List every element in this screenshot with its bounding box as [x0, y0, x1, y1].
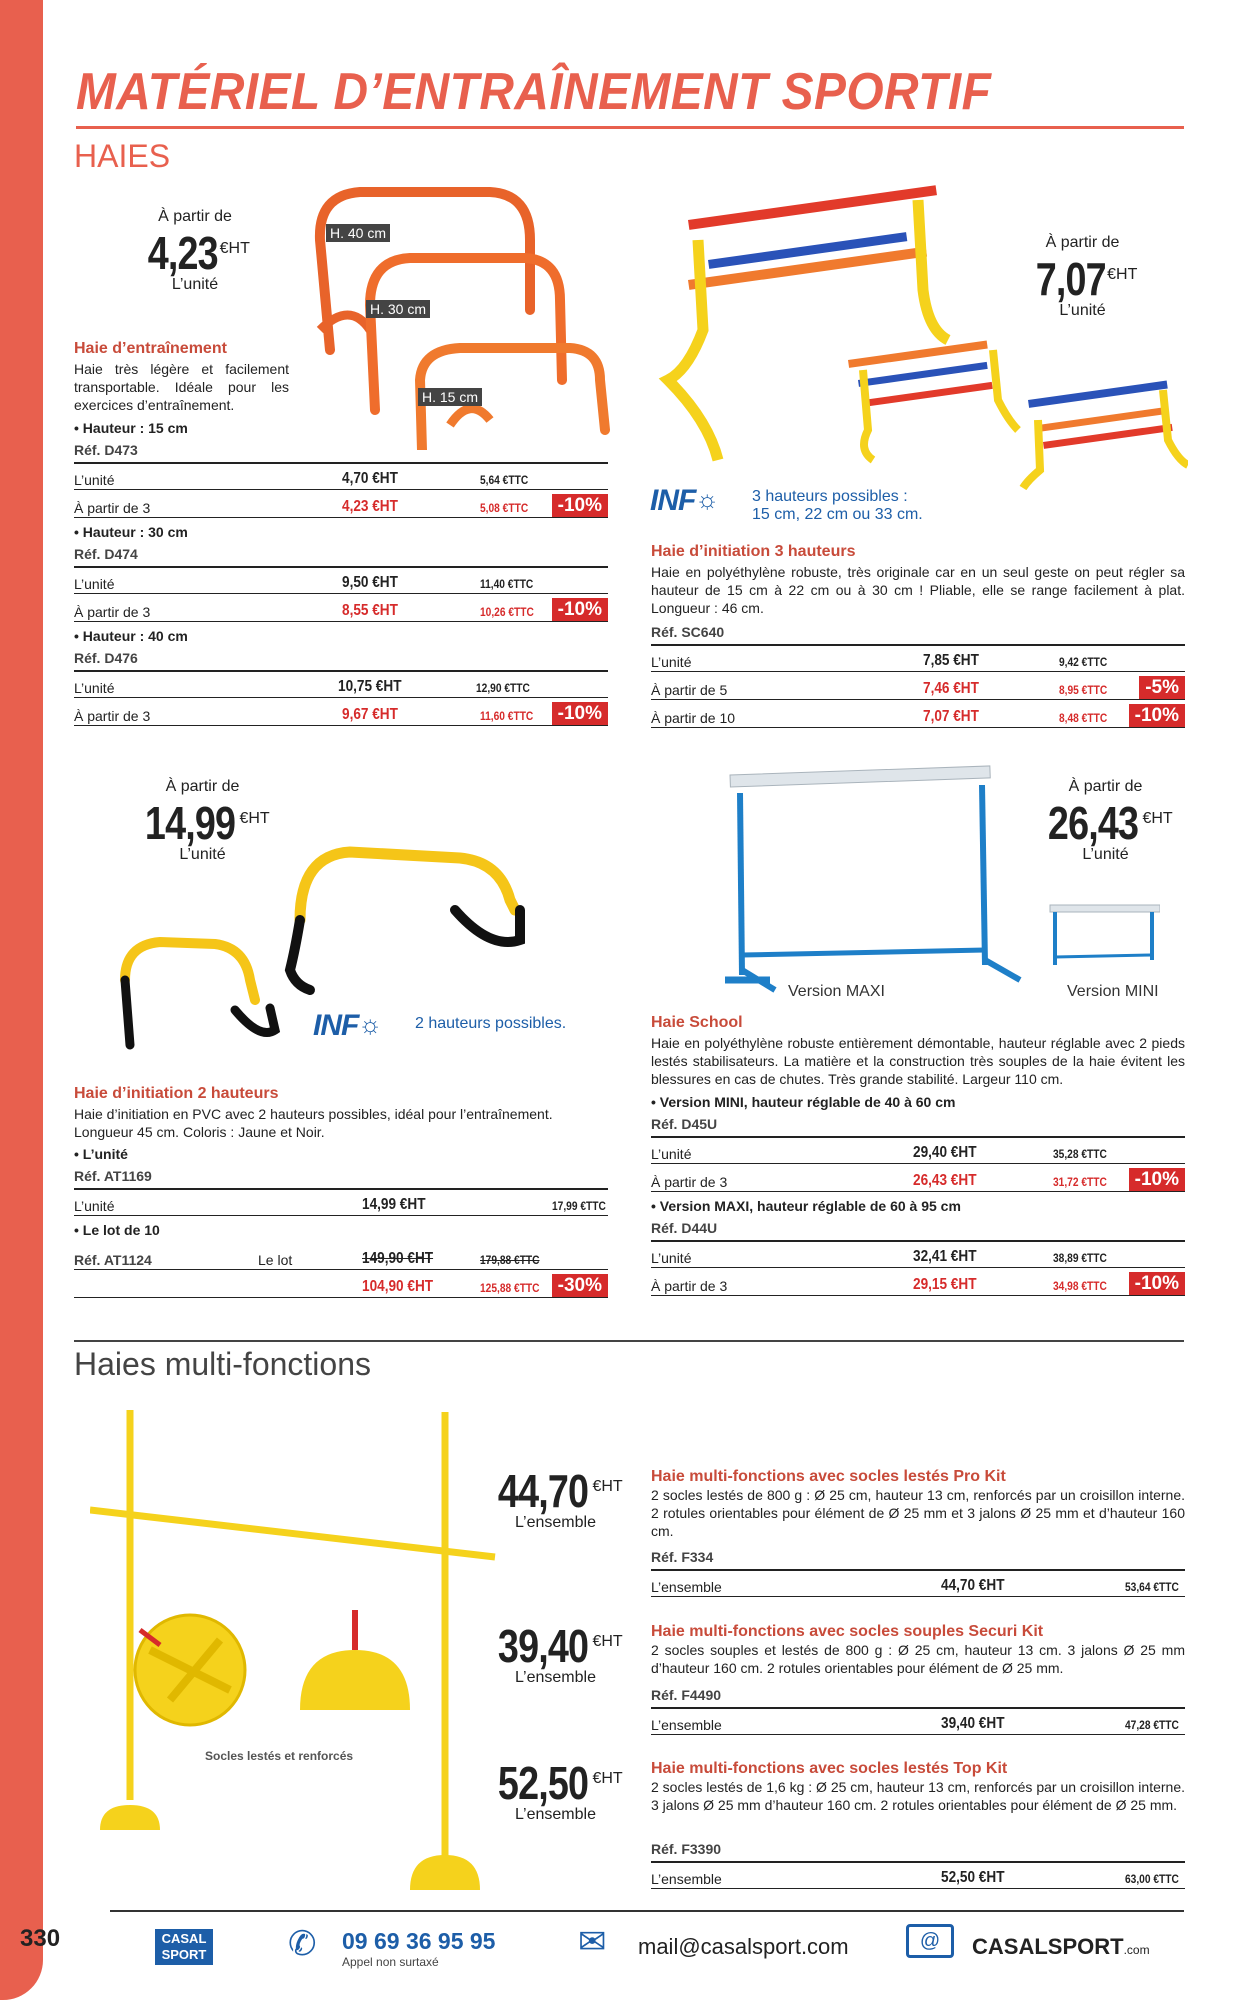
row-label: L’unité [651, 654, 692, 670]
price-ttc: 63,00 €TTC [1125, 1872, 1179, 1886]
price-ttc: 53,64 €TTC [1125, 1580, 1179, 1594]
price-row [651, 1709, 1185, 1735]
page-title: MATÉRIEL D’ENTRAÎNEMENT SPORTIF [76, 63, 992, 121]
row-label: L’unité [74, 680, 115, 696]
row-label: À partir de 10 [651, 710, 736, 726]
price-currency: €HT [592, 1770, 623, 1787]
price-from: À partir de [158, 208, 232, 225]
price-ttc: 10,26 €TTC [480, 605, 534, 619]
mail-icon: ✉ [578, 1923, 607, 1961]
variant-bullet: • Version MAXI, hauteur réglable de 60 à 95 cm [651, 1198, 961, 1214]
price-row [74, 700, 608, 726]
height-label: H. 40 cm [326, 224, 390, 242]
p4-product-title: Haie School [651, 1014, 743, 1031]
product-description: 2 socles souples et lestés de 800 g : Ø 25 cm, hauteur 13 cm. 3 jalons Ø 25 mm d’hauteur 160 cm. 2 rotules orientables pour élément de Ø 25 mm. [651, 1642, 1185, 1676]
phone-number[interactable]: 09 69 36 95 95 [342, 1928, 496, 1954]
product-description: 2 socles lestés de 1,6 kg : Ø 25 cm, hauteur 13 cm, renforcés par un croisillon interne. 3 jalons Ø 25 mm d’hauteur 160 cm. 2 rotules orientables pour élément de Ø 25 mm. [651, 1779, 1185, 1813]
ref-code: Réf. AT1124 [74, 1252, 152, 1268]
price-ht-old: 149,90 €HT [362, 1250, 434, 1267]
p1-description: Haie très légère et facilement transportable. Idéale pour les exercices d’entraînement. [74, 361, 289, 413]
info-line: 3 hauteurs possibles : [752, 488, 908, 505]
section-heading-haies: HAIES [74, 138, 171, 174]
website-link[interactable] [972, 1934, 1150, 1960]
caption-version-maxi: Version MAXI [788, 983, 885, 1000]
p4-description: Haie en polyéthylène robuste entièrement démontable, hauteur réglable avec 2 pieds lestés stabilisateurs. La matière et la construction très souples de la haie évitent les blessures en cas de chutes. Très grande stabilité. Largeur 110 cm. [651, 1035, 1185, 1087]
price-ht: 4,23 €HT [342, 498, 398, 515]
row-label: À partir de 3 [74, 604, 151, 620]
row-label: L’ensemble [651, 1717, 722, 1733]
section-heading-multi: Haies multi-fonctions [74, 1346, 371, 1382]
price-unit: L’unité [171, 276, 219, 293]
price-currency: €HT [592, 1478, 623, 1495]
row-label: À partir de 3 [651, 1174, 728, 1190]
variant-bullet: • L’unité [74, 1146, 128, 1162]
price-ttc: 5,64 €TTC [480, 473, 529, 487]
price-row [651, 1571, 1185, 1597]
variant-bullet: • Hauteur : 30 cm [74, 524, 188, 540]
price-ht: 32,41 €HT [913, 1248, 977, 1265]
price-unit: L’unité [1082, 846, 1129, 863]
price-value: 39,40 [498, 1620, 589, 1672]
footer-rule [110, 1910, 1184, 1912]
price-ttc: 12,90 €TTC [476, 681, 530, 695]
info-tag: INF [650, 484, 696, 517]
price-from: À partir de [1045, 234, 1120, 251]
info-tag: INF [313, 1009, 359, 1042]
price-ttc: 17,99 €TTC [552, 1199, 606, 1213]
p2-info-box [650, 484, 719, 518]
price-ttc: 47,28 €TTC [1125, 1718, 1179, 1732]
price-currency: €HT [239, 810, 270, 827]
price-from: À partir de [165, 778, 240, 795]
ref-code: Réf. SC640 [651, 624, 725, 640]
price-value: 44,70 [498, 1465, 589, 1517]
price-value: 52,50 [498, 1757, 589, 1809]
price-ttc: 35,28 €TTC [1053, 1147, 1107, 1161]
price-ht: 26,43 €HT [913, 1172, 977, 1189]
price-unit: L’unité [179, 846, 226, 863]
row-label: L’unité [651, 1250, 692, 1266]
logo-line: CASAL [161, 1931, 207, 1946]
price-row [74, 672, 608, 698]
price-ttc: 8,95 €TTC [1059, 683, 1108, 697]
price-ht: 10,75 €HT [338, 678, 402, 695]
product-description: 2 socles lestés de 800 g : Ø 25 cm, hauteur 13 cm, renforcés par un croisillon interne. 2 rotules orientables pour élément de Ø 25 mm et 3 jalons Ø 25 mm et d’hauteur 160 cm. [651, 1487, 1185, 1539]
price-ttc: 11,40 €TTC [480, 577, 534, 591]
p3-info-text: 2 hauteurs possibles. [415, 1015, 567, 1032]
phone-icon: ✆ [288, 1925, 317, 1963]
info-line: 15 cm, 22 cm ou 33 cm. [752, 506, 923, 523]
price-row [74, 492, 608, 518]
price-currency: €HT [1107, 266, 1138, 283]
logo-line: SPORT [161, 1947, 207, 1962]
p2-price-block [1010, 234, 1155, 320]
price-ht: 4,70 €HT [342, 470, 398, 487]
row-label: L’unité [74, 1198, 115, 1214]
price-row [651, 1863, 1185, 1889]
lot-old-row [74, 1244, 608, 1270]
row-label: Le lot [258, 1252, 293, 1268]
title-rule [76, 126, 1184, 129]
discount-badge: -10% [1129, 704, 1185, 728]
row-label: L’ensemble [651, 1871, 722, 1887]
p2-product-title: Haie d’initiation 3 hauteurs [651, 543, 856, 560]
casal-sport-logo [155, 1929, 213, 1965]
discount-badge: -10% [1129, 1272, 1185, 1296]
discount-badge: -10% [552, 598, 608, 622]
ref-code: Réf. F4490 [651, 1687, 722, 1703]
price-row [74, 596, 608, 622]
website-icon: @ [906, 1924, 954, 1958]
multi-price-block [478, 1464, 633, 1532]
row-label: À partir de 3 [651, 1278, 728, 1294]
email-link[interactable]: mail@casalsport.com [638, 1934, 849, 1959]
ref-code: Réf. F3390 [651, 1841, 722, 1857]
discount-badge: -30% [552, 1274, 608, 1298]
caption-version-mini: Version MINI [1067, 983, 1159, 1000]
p2-info-text [752, 488, 923, 524]
discount-badge: -5% [1139, 676, 1185, 700]
price-unit: L’ensemble [515, 1514, 596, 1531]
discount-badge: -10% [552, 494, 608, 518]
price-row [651, 1166, 1185, 1192]
multi-item [651, 1760, 1185, 1885]
site-name: CASALSPORT [972, 1934, 1124, 1959]
ref-code: Réf. D473 [74, 442, 138, 458]
price-ttc: 38,89 €TTC [1053, 1251, 1107, 1265]
product-title: Haie multi-fonctions avec socles lestés Top Kit [651, 1760, 1008, 1777]
site-suffix: .com [1123, 1943, 1150, 1957]
price-ht: 8,55 €HT [342, 602, 398, 619]
row-label: À partir de 3 [74, 500, 151, 516]
price-ttc: 5,08 €TTC [480, 501, 529, 515]
variant-bullet: • Hauteur : 15 cm [74, 420, 188, 436]
price-ht: 7,07 €HT [923, 708, 979, 725]
price-value: 7,07 [1035, 253, 1106, 305]
price-unit: L’ensemble [515, 1806, 596, 1823]
phone-note: Appel non surtaxé [342, 1955, 439, 1969]
price-unit: L’ensemble [515, 1669, 596, 1686]
price-ht: 104,90 €HT [362, 1278, 434, 1295]
price-row [651, 646, 1185, 672]
p2-hurdles-image [648, 170, 1188, 490]
ref-code: Réf. D44U [651, 1220, 718, 1236]
row-label: L’unité [74, 472, 115, 488]
multi-item [651, 1468, 1185, 1593]
price-ttc-old: 179,88 €TTC [480, 1253, 540, 1267]
p1-hurdles-image [290, 180, 620, 450]
price-row [651, 1270, 1185, 1296]
ref-code: Réf. F334 [651, 1549, 714, 1565]
p4-price-block [1033, 778, 1178, 864]
price-ht: 14,99 €HT [362, 1196, 426, 1213]
p2-description: Haie en polyéthylène robuste, très originale car en un seul geste on peut régler sa hauteur de 15 cm à 22 cm ou à 30 cm ! Pliable, elle se range facilement à plat. Longueur : 46 cm. [651, 564, 1185, 616]
ref-code: Réf. D474 [74, 546, 138, 562]
price-row [651, 1138, 1185, 1164]
price-from: À partir de [1068, 778, 1143, 795]
price-ttc: 11,60 €TTC [480, 709, 534, 723]
page-number: 330 [20, 1925, 61, 1952]
lightbulb-icon: ☼ [695, 484, 720, 514]
discount-badge: -10% [1129, 1168, 1185, 1192]
price-value: 26,43 [1048, 797, 1139, 849]
price-row [74, 1190, 608, 1216]
price-ht: 39,40 €HT [941, 1715, 1005, 1732]
price-ht: 44,70 €HT [941, 1577, 1005, 1594]
ref-code: Réf. D476 [74, 650, 138, 666]
price-row [74, 464, 608, 490]
price-ttc: 34,98 €TTC [1053, 1279, 1107, 1293]
price-row [651, 702, 1185, 728]
row-label: L’unité [651, 1146, 692, 1162]
p3-info-box [313, 1009, 382, 1043]
price-ht: 29,15 €HT [913, 1276, 977, 1293]
row-label: À partir de 5 [651, 682, 728, 698]
product-title: Haie multi-fonctions avec socles lestés Pro Kit [651, 1468, 1006, 1485]
price-ttc: 125,88 €TTC [480, 1281, 540, 1295]
variant-bullet: • Version MINI, hauteur réglable de 40 à 60 cm [651, 1094, 956, 1110]
multi-item [651, 1623, 1185, 1733]
price-ht: 9,67 €HT [342, 706, 398, 723]
row-label: L’ensemble [651, 1579, 722, 1595]
discount-badge: -10% [552, 702, 608, 726]
lightbulb-icon: ☼ [358, 1009, 383, 1039]
row-label: L’unité [74, 576, 115, 592]
variant-bullet: • Hauteur : 40 cm [74, 628, 188, 644]
price-currency: €HT [592, 1633, 623, 1650]
price-ttc: 9,42 €TTC [1059, 655, 1108, 669]
price-value: 4,23 [147, 227, 218, 279]
price-ht: 9,50 €HT [342, 574, 398, 591]
p3-product-title: Haie d’initiation 2 hauteurs [74, 1085, 279, 1102]
price-ttc: 8,48 €TTC [1059, 711, 1108, 725]
multi-price-block [478, 1619, 633, 1687]
p1-price-block [125, 208, 265, 294]
height-label: H. 15 cm [418, 388, 482, 406]
price-row [74, 568, 608, 594]
price-value: 14,99 [145, 797, 236, 849]
multi-price-block [478, 1756, 633, 1824]
price-currency: €HT [219, 240, 250, 257]
price-unit: L’unité [1059, 302, 1106, 319]
price-ht: 7,85 €HT [923, 652, 979, 669]
price-ht: 7,46 €HT [923, 680, 979, 697]
ref-code: Réf. D45U [651, 1116, 718, 1132]
section-divider [74, 1340, 1184, 1342]
variant-bullet: • Le lot de 10 [74, 1222, 160, 1238]
side-band [0, 0, 43, 2000]
price-ht: 29,40 €HT [913, 1144, 977, 1161]
ref-code: Réf. AT1169 [74, 1168, 152, 1184]
row-label: À partir de 3 [74, 708, 151, 724]
height-label: H. 30 cm [366, 300, 430, 318]
price-row [651, 674, 1185, 700]
price-row [651, 1242, 1185, 1268]
price-ttc: 31,72 €TTC [1053, 1175, 1107, 1189]
product-title: Haie multi-fonctions avec socles souples Securi Kit [651, 1623, 1044, 1640]
image-caption: Socles lestés et renforcés [205, 1749, 354, 1763]
lot-new-row [74, 1272, 608, 1298]
p3-description: Haie d’initiation en PVC avec 2 hauteurs possibles, idéal pour l’entraînement. Longueur 45 cm. Coloris : Jaune et Noir. [74, 1106, 553, 1140]
p1-product-title: Haie d’entraînement [74, 340, 227, 357]
multi-hurdle-image [90, 1400, 510, 1900]
price-currency: €HT [1142, 810, 1173, 827]
price-ht: 52,50 €HT [941, 1869, 1005, 1886]
